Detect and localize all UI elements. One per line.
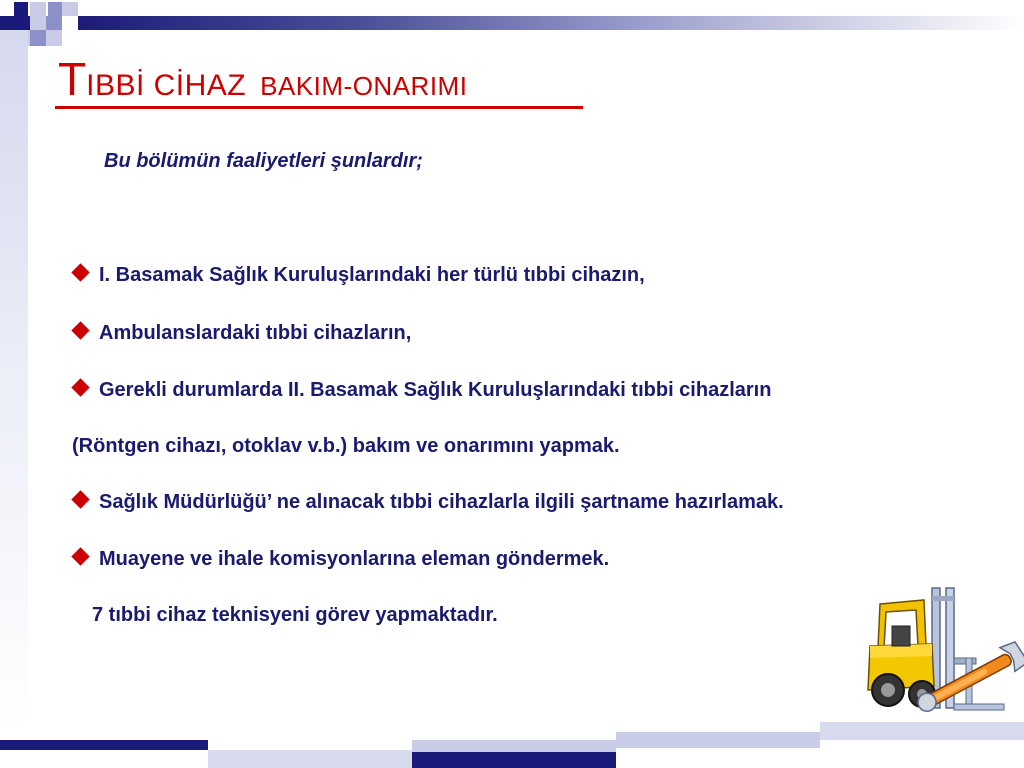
list-item bbox=[72, 264, 645, 287]
diamond-bullet-icon bbox=[71, 378, 89, 396]
staff-note bbox=[92, 604, 498, 627]
bottom-bar-5 bbox=[616, 732, 820, 748]
top-gradient-bar bbox=[78, 16, 1024, 30]
bottom-bar-6 bbox=[820, 722, 1024, 740]
list-item-text: Muayene ve ihale komisyonlarına eleman göndermek. bbox=[99, 548, 610, 570]
title-sub: BAKIM-ONARIMI bbox=[260, 71, 468, 101]
decor-square-4 bbox=[62, 2, 78, 16]
decor-square-8 bbox=[46, 16, 62, 30]
intro-text: Bu bölümün faaliyetleri şunlardır; bbox=[104, 150, 423, 172]
left-gradient-strip bbox=[0, 30, 28, 730]
list-item-text: Gerekli durumlarda II. Basamak Sağlık Kuruluşlarındaki tıbbi cihazların bbox=[99, 379, 772, 401]
decor-square-2 bbox=[30, 2, 46, 16]
forklift-wrench-icon bbox=[862, 586, 1024, 731]
decor-square-7 bbox=[30, 16, 46, 30]
decor-square-1 bbox=[14, 2, 28, 16]
decor-square-10 bbox=[30, 30, 46, 46]
list-item bbox=[72, 379, 771, 402]
title-main: IBBİ CİHAZ bbox=[86, 69, 247, 102]
diamond-bullet-icon bbox=[71, 547, 89, 565]
diamond-bullet-icon bbox=[71, 321, 89, 339]
list-item-text: Sağlık Müdürlüğü’ ne alınacak tıbbi cihazlarla ilgili şartname hazırlamak. bbox=[99, 491, 784, 513]
list-item-continuation bbox=[72, 435, 620, 458]
decor-square-3 bbox=[48, 2, 62, 16]
list-item bbox=[72, 548, 609, 571]
bottom-bar-4 bbox=[412, 752, 616, 768]
bottom-bar-1 bbox=[0, 740, 208, 750]
bottom-bar-2 bbox=[208, 750, 412, 768]
decor-square-11 bbox=[46, 30, 62, 46]
slide-title bbox=[58, 52, 467, 106]
diamond-bullet-icon bbox=[71, 263, 89, 281]
list-item-text: (Röntgen cihazı, otoklav v.b.) bakım ve onarımını yapmak. bbox=[72, 435, 620, 457]
list-item-text: 7 tıbbi cihaz teknisyeni görev yapmaktadır. bbox=[92, 604, 498, 626]
title-underline bbox=[55, 106, 583, 109]
list-item-text: Ambulanslardaki tıbbi cihazların, bbox=[99, 322, 412, 344]
bottom-bar-3 bbox=[412, 740, 616, 752]
title-initial: T bbox=[58, 53, 87, 105]
list-item bbox=[72, 491, 784, 514]
decor-square-6 bbox=[14, 16, 30, 30]
list-item bbox=[72, 322, 411, 345]
list-item-text: I. Basamak Sağlık Kuruluşlarındaki her türlü tıbbi cihazın, bbox=[99, 264, 645, 286]
decor-square-5 bbox=[0, 16, 14, 30]
diamond-bullet-icon bbox=[71, 490, 89, 508]
